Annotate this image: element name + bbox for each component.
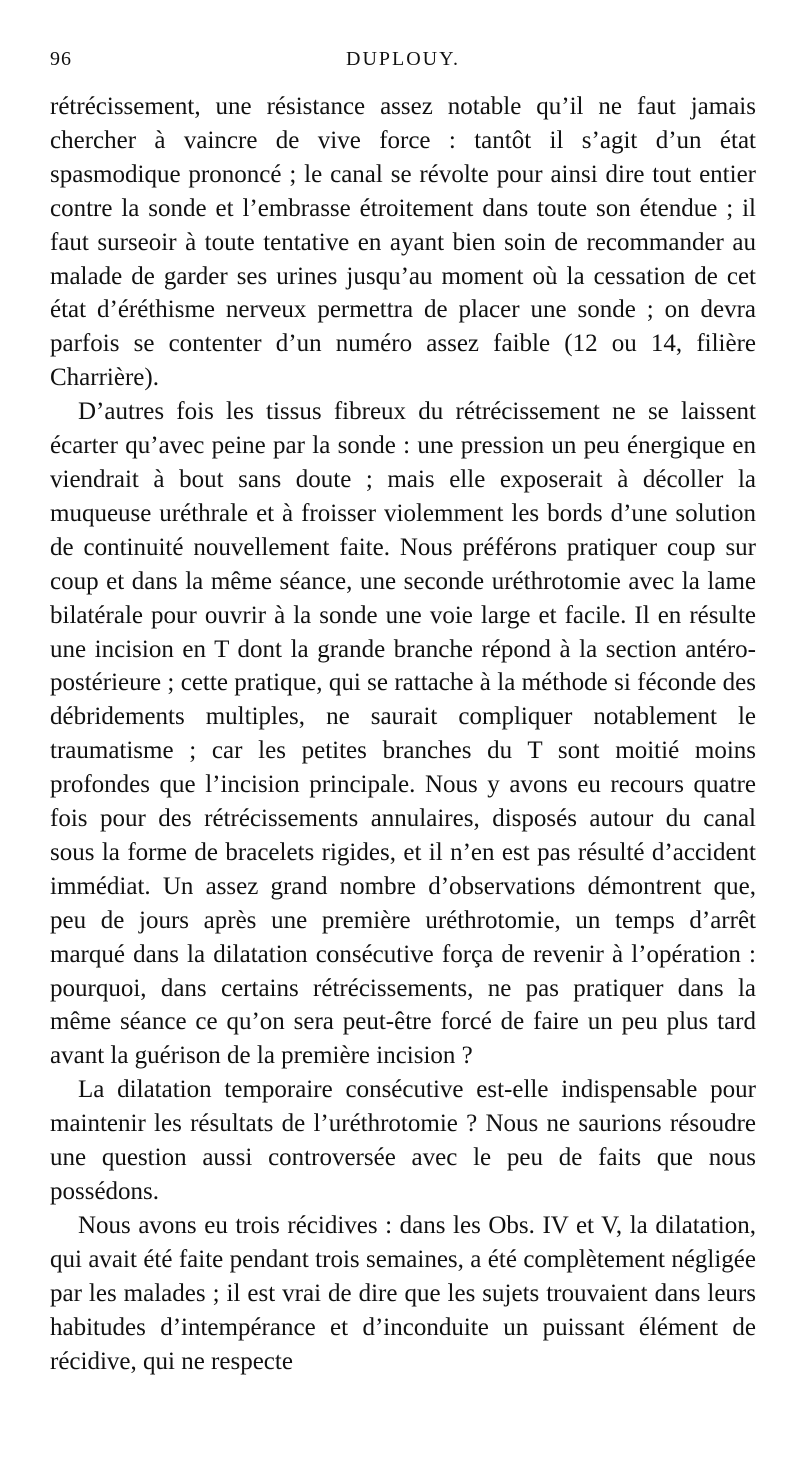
page-number: 96 [50, 48, 72, 70]
paragraph: D’autres fois les tissus fibreux du rétrécissement ne se laissent écarter qu’avec peine par la sonde : une pression un peu énergique en viendrait à bout sans doute ; mais elle exposerait à décoller la muqueuse uréthrale et à froisser violemment les bords d’une solution de continuité nouvellement faite. Nous préférons pratiquer coup sur coup et dans la même séance, une seconde uréthrotomie avec la lame bilatérale pour ouvrir à la sonde une voie large et facile. Il en résulte une incision en T dont la grande branche répond à la section antéro-postérieure ; cette pratique, qui se rattache à la méthode si féconde des débridements multiples, ne saurait compliquer notablement le traumatisme ; car les petites branches du T sont moitié moins profondes que l’incision principale. Nous y avons eu recours quatre fois pour des rétrécissements annulaires, disposés autour du canal sous la forme de bracelets rigides, et il n’en est pas résulté d’accident immédiat. Un assez grand nombre d’observations démontrent que, peu de jours après une première uréthrotomie, un temps d’arrêt marqué dans la dilatation consécutive força de revenir à l’opération : pourquoi, dans certains rétrécissements, ne pas pratiquer dans la même séance ce qu’on sera peut-être forcé de faire un peu plus tard avant la guérison de la première incision ? [50, 398, 756, 1070]
paragraph: La dilatation temporaire consécutive est-elle indispensable pour maintenir les résultats de l’uréthrotomie ? Nous ne saurions résoudre une question aussi controversée avec le peu de faits que nous possédons. [50, 1076, 756, 1205]
running-head [50, 48, 756, 78]
body-text [50, 90, 756, 1378]
paragraph: Nous avons eu trois récidives : dans les Obs. IV et V, la dilatation, qui avait été faite pendant trois semaines, a été complètement négligée par les malades ; il est vrai de dire que les sujets trouvaient dans leurs habitudes d’intempérance et d’inconduite un puissant élément de récidive, qui ne respecte [50, 1211, 756, 1375]
paragraph-continuation: rétrécissement, une résistance assez notable qu’il ne faut jamais chercher à vaincre de vive force : tantôt il s’agit d’un état spasmodique prononcé ; le canal se révolte pour ainsi dire tout entier contre la sonde et l’embrasse étroitement dans toute son étendue ; il faut surseoir à toute tentative en ayant bien soin de recommander au malade de garder ses urines jusqu’au moment où la cessation de cet état d’éréthisme nerveux permettra de placer une sonde ; on devra parfois se contenter d’un numéro assez faible (12 ou 14, filière Charrière). [50, 93, 756, 392]
running-title-author: DUPLOUY. [346, 48, 460, 70]
